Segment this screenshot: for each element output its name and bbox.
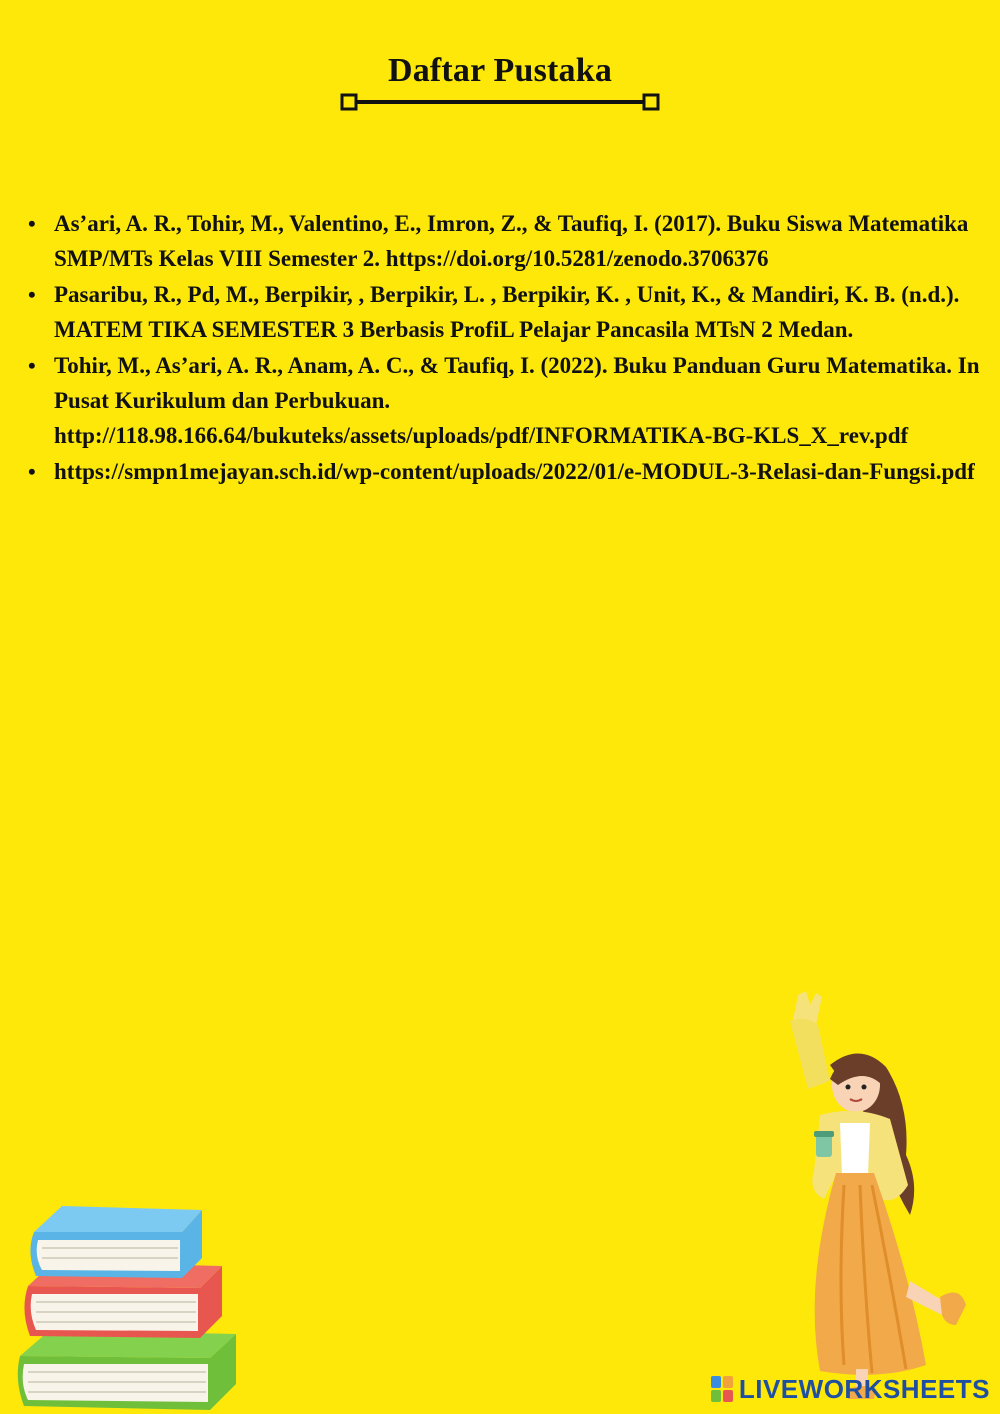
reference-item: • Pasaribu, R., Pd, M., Berpikir, , Berpikir, L. , Berpikir, K. , Unit, K., & Mandiri, K. B. (n.d.). MATEM TIKA SEMESTER 3 Berbasis ProfiL Pelajar Pancasila MTsN 2 Medan. <box>26 277 981 348</box>
title-underline <box>338 90 662 114</box>
liveworksheets-logo-icon <box>711 1376 733 1402</box>
liveworksheets-watermark <box>711 1372 990 1406</box>
reference-list <box>26 206 981 489</box>
reference-item: • As’ari, A. R., Tohir, M., Valentino, E., Imron, Z., & Taufiq, I. (2017). Buku Siswa Matematika SMP/MTs Kelas VIII Semester 2. https://doi.org/10.5281/zenodo.3706376 <box>26 206 981 277</box>
watermark-text: LIVEWORKSHEETS <box>738 1373 990 1404</box>
stacked-books-icon <box>10 1188 250 1414</box>
reference-item: • Tohir, M., As’ari, A. R., Anam, A. C., & Taufiq, I. (2022). Buku Panduan Guru Matematika. In Pusat Kurikulum dan Perbukuan. http://118.98.166.64/bukuteks/assets/uploads/pdf/INFORMATIKA-BG-KLS_X_rev.pdf <box>26 348 981 454</box>
waving-girl-icon <box>760 985 975 1405</box>
page-title: Daftar Pustaka <box>387 52 613 89</box>
reference-item: • https://smpn1mejayan.sch.id/wp-content/uploads/2022/01/e-MODUL-3-Relasi-dan-Fungsi.pdf <box>26 454 981 489</box>
